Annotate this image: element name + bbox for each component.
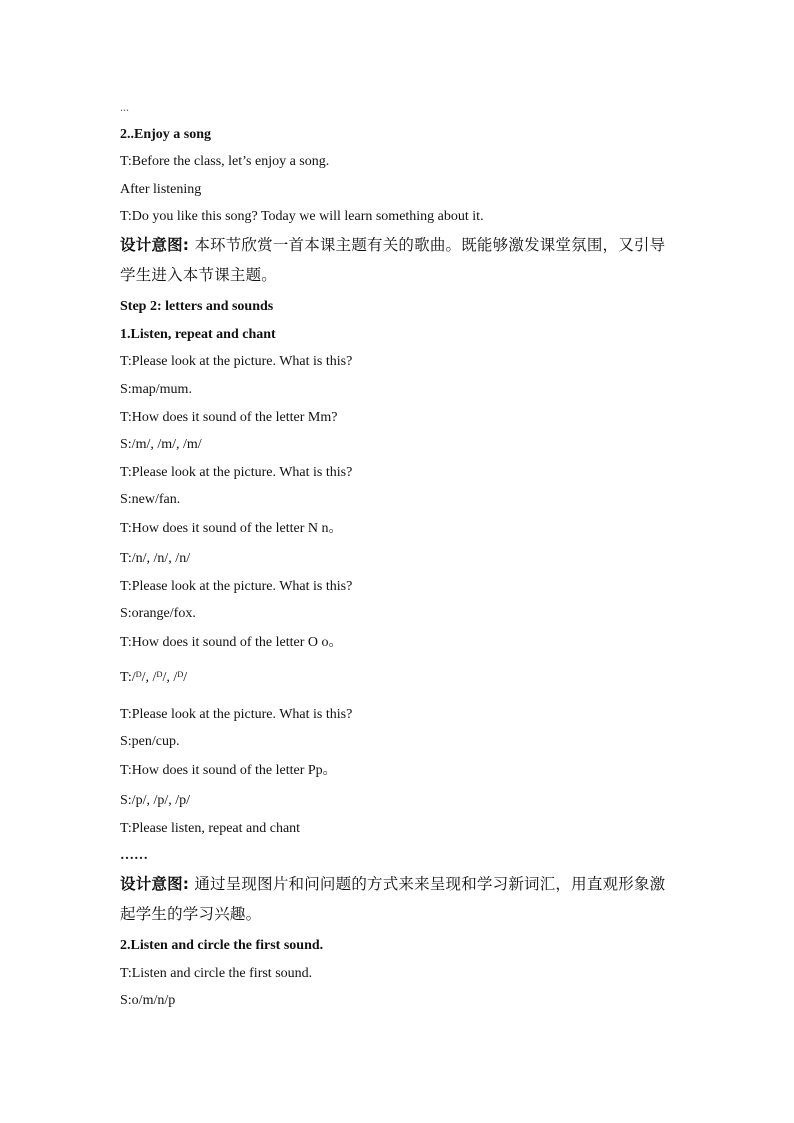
dialogue-line: T:Do you like this song? Today we will learn something about it. bbox=[120, 209, 484, 224]
step-heading: Step 2: letters and sounds bbox=[120, 299, 274, 314]
subsection-heading: 2.Listen and circle the first sound. bbox=[120, 938, 324, 953]
design-intent-continuation: 学生进入本节课主题。 bbox=[120, 266, 278, 284]
section-heading-enjoy-song: 2..Enjoy a song bbox=[120, 127, 212, 142]
dialogue-line: S:o/m/n/p bbox=[120, 993, 176, 1008]
dialogue-line: T:How does it sound of the letter Mm? bbox=[120, 410, 338, 425]
dialogue-line: S:orange/fox. bbox=[120, 606, 196, 621]
dialogue-line: T:Please listen, repeat and chant bbox=[120, 821, 301, 836]
dialogue-line: T:/n/, /n/, /n/ bbox=[120, 551, 191, 566]
dialogue-line: T:Please look at the picture. What is this? bbox=[120, 579, 353, 594]
dialogue-line: T:Before the class, let’s enjoy a song. bbox=[120, 154, 330, 169]
dialogue-line: T:How does it sound of the letter O o。 bbox=[120, 635, 343, 650]
dialogue-line: T:How does it sound of the letter Pp。 bbox=[120, 763, 337, 778]
design-intent-continuation: 起学生的学习兴趣。 bbox=[120, 905, 262, 923]
dialogue-line: T:/ᴰ/, /ᴰ/, /ᴰ/ bbox=[120, 670, 188, 685]
dialogue-line: S:map/mum. bbox=[120, 382, 192, 397]
dialogue-line: S:/m/, /m/, /m/ bbox=[120, 437, 202, 452]
design-intent-text: 本环节欣赏一首本课主题有关的歌曲。既能够激发课堂氛围，又引导 bbox=[189, 236, 666, 254]
dialogue-line: T:How does it sound of the letter N n。 bbox=[120, 521, 343, 536]
ellipsis-line: …… bbox=[120, 848, 148, 863]
design-intent-text: 通过呈现图片和问问题的方式来来呈现和学习新词汇，用直观形象激 bbox=[189, 875, 666, 893]
dialogue-line: T:Listen and circle the first sound. bbox=[120, 966, 313, 981]
dialogue-line: T:Please look at the picture. What is this? bbox=[120, 707, 353, 722]
dialogue-line: S:/p/, /p/, /p/ bbox=[120, 793, 191, 808]
dialogue-line: S:new/fan. bbox=[120, 492, 181, 507]
ellipsis-line: ... bbox=[120, 100, 129, 114]
design-intent-paragraph bbox=[120, 235, 665, 255]
dialogue-line: T:Please look at the picture. What is this? bbox=[120, 354, 353, 369]
design-intent-label: 设计意图: bbox=[120, 875, 190, 893]
dialogue-line: After listening bbox=[120, 182, 202, 197]
subsection-heading: 1.Listen, repeat and chant bbox=[120, 327, 276, 342]
dialogue-line: S:pen/cup. bbox=[120, 734, 180, 749]
dialogue-line: T:Please look at the picture. What is this? bbox=[120, 465, 353, 480]
design-intent-label: 设计意图: bbox=[120, 236, 190, 254]
design-intent-paragraph bbox=[120, 874, 665, 894]
